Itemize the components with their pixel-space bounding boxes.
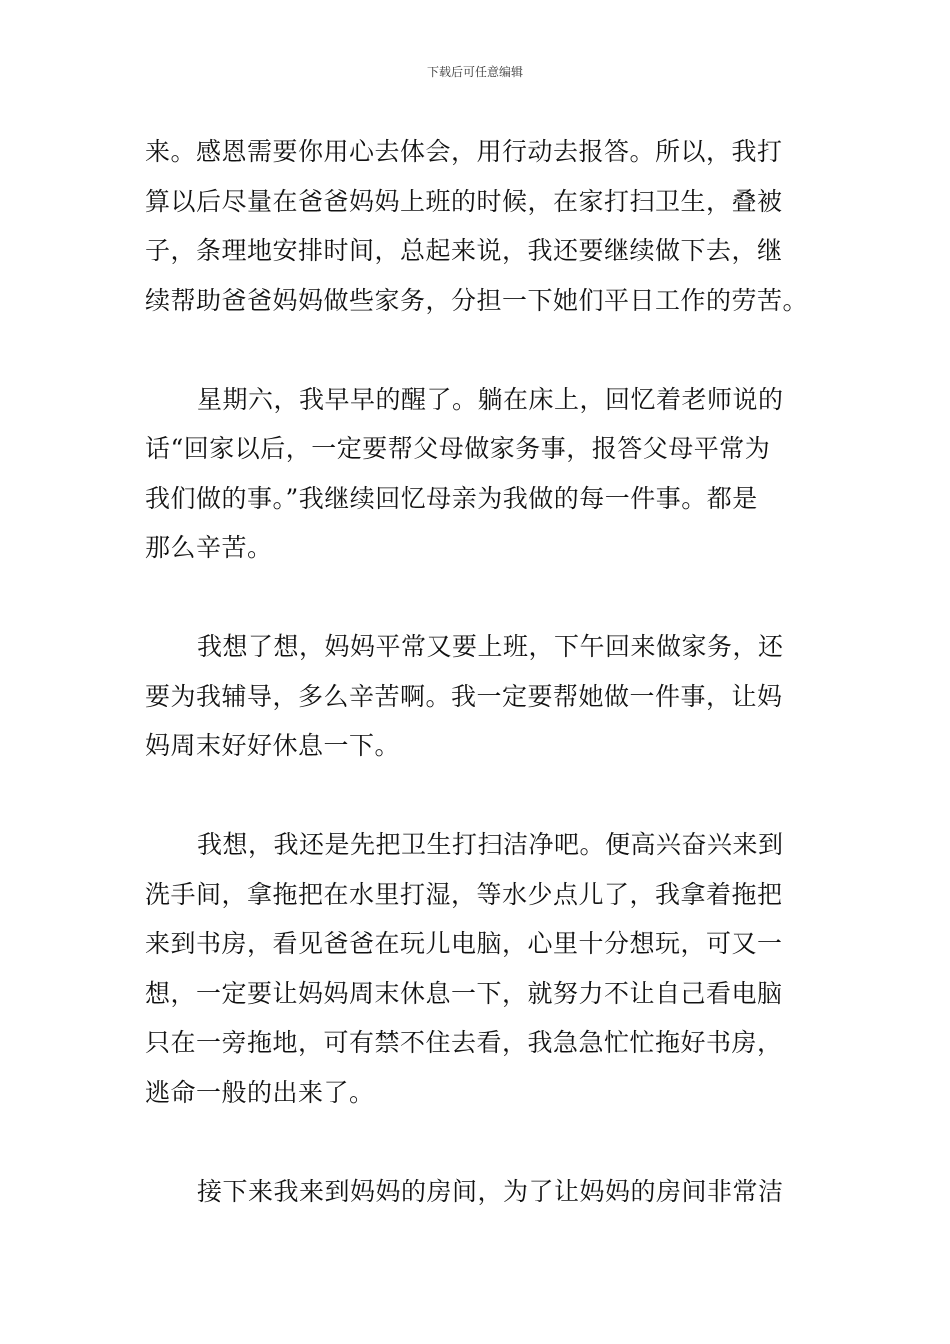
text-line: 要为我辅导，多么辛苦啊。我一定要帮她做一件事，让妈 xyxy=(145,681,783,711)
text-line: 想，一定要让妈妈周末休息一下，就努力不让自己看电脑 xyxy=(145,978,783,1008)
text-line: 星期六，我早早的醒了。躺在床上，回忆着老师说的 xyxy=(197,384,784,414)
document-body xyxy=(145,127,807,1216)
paragraph-spacing xyxy=(145,1117,807,1167)
paragraph-spacing xyxy=(145,325,807,375)
paragraph xyxy=(145,622,807,771)
paragraph xyxy=(145,820,807,1117)
text-line: 只在一旁拖地，可有禁不住去看，我急急忙忙拖好书房， xyxy=(145,1028,783,1057)
paragraph-spacing xyxy=(145,573,807,623)
text-line: 话“回家以后，一定要帮父母做家务事，报答父母平常为 xyxy=(145,434,771,463)
paragraph-spacing xyxy=(145,771,807,821)
text-line: 来到书房，看见爸爸在玩儿电脑，心里十分想玩，可又一 xyxy=(145,929,783,958)
text-line: 子，条理地安排时间，总起来说，我还要继续做下去，继 xyxy=(145,236,783,265)
text-line: 逃命一般的出来了。 xyxy=(145,1077,375,1107)
paragraph xyxy=(145,375,807,573)
paragraph xyxy=(145,127,807,325)
text-line: 洗手间，拿拖把在水里打湿，等水少点儿了，我拿着拖把 xyxy=(145,879,783,909)
text-line: 我想了想，妈妈平常又要上班，下午回来做家务，还 xyxy=(197,632,784,661)
text-line: 接下来我来到妈妈的房间，为了让妈妈的房间非常洁 xyxy=(197,1176,784,1206)
page-header: 下载后可任意编辑 xyxy=(426,65,523,79)
text-line: 我想，我还是先把卫生打扫洁净吧。便高兴奋兴来到 xyxy=(197,830,784,859)
text-line: 我们做的事。”我继续回忆母亲为我做的每一件事。都是 xyxy=(145,483,758,513)
text-line: 妈周末好好休息一下。 xyxy=(145,731,401,760)
text-line: 续帮助爸爸妈妈做些家务，分担一下她们平日工作的劳苦。 xyxy=(145,285,809,315)
text-line: 算以后尽量在爸爸妈妈上班的时候，在家打扫卫生，叠被 xyxy=(145,186,783,216)
paragraph xyxy=(145,1167,807,1217)
text-line: 那么辛苦。 xyxy=(145,533,273,562)
text-line: 来。感恩需要你用心去体会，用行动去报答。所以，我打 xyxy=(145,137,783,166)
